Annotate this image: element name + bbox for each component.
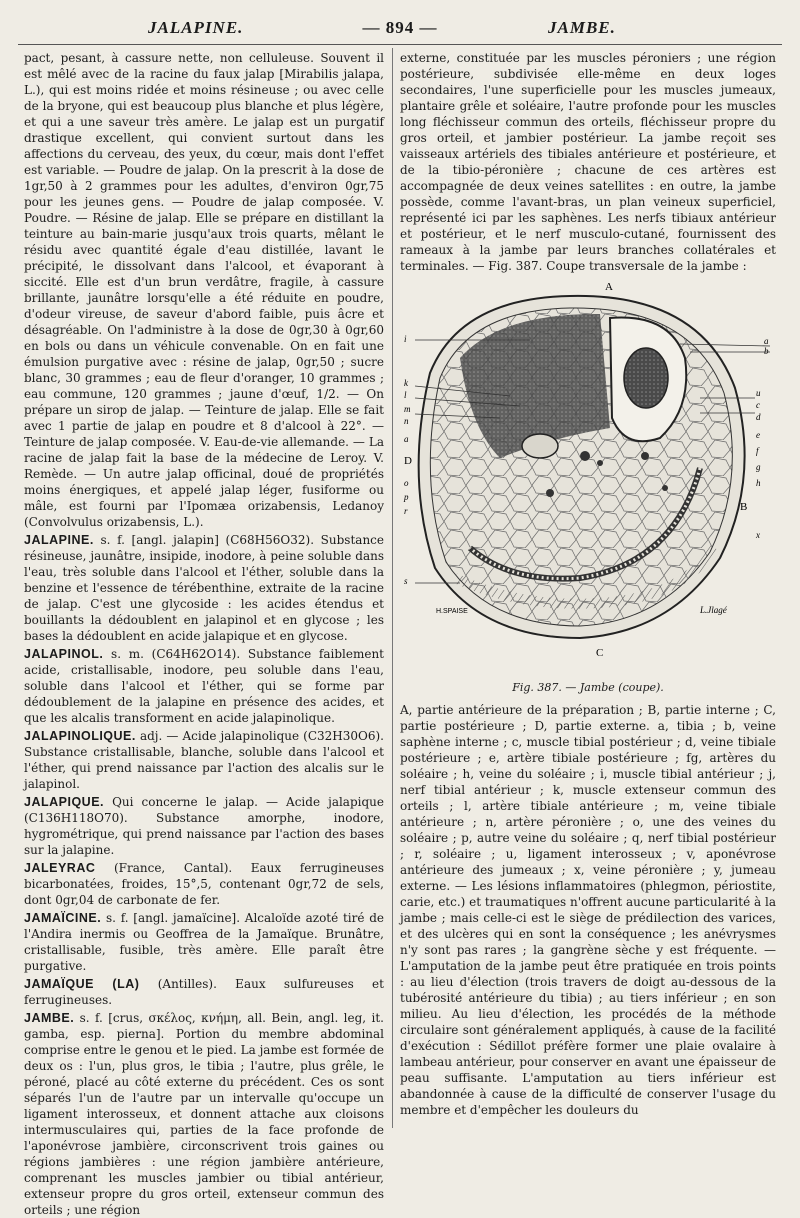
- svg-text:h: h: [756, 478, 761, 488]
- figure-label-b: B: [740, 501, 748, 513]
- entry-jamaique: JAMAÏQUE (LA) (Antilles). Eaux sulfureuses et ferrugineuses.: [24, 977, 384, 1007]
- entry-jalapinol: JALAPINOL. s. m. (C64H62O14). Substance faiblement acide, cristallisable, inodore, peu soluble dans l'eau, soluble dans l'alcool et l'éther, qui se forme par dédoublement de la jalapine en présence des acides, et que les alcalis transforment en acide jalapinolique.: [24, 647, 384, 725]
- running-header: [0, 18, 800, 44]
- svg-text:b: b: [764, 346, 769, 356]
- entry-jambe: JAMBE. s. f. [crus, σκέλος, κνήμη, all. Bein, angl. leg, it. gamba, esp. pierna]. Portion du membre abdominal comprise entre le genou et le pied. La jambe est formée de deux os : l'un, plus gros, le tibia ; l'autre, plus grêle, le péroné, placé au côté externe du précédent. Ces os sont séparés l'un de l'autre par un intervalle qu'occupe un ligament interosseux, et donnent attache aux cloisons intermusculaires qui, parties de la face profonde de l'aponévrose jambière, circonscrivent trois gaines ou régions jambières : une région jambière antérieure, comprenant les muscles jambier ou tibial antérieur, extenseur propre du gros orteil, extenseur commun des orteils ; une région: [24, 1011, 384, 1217]
- svg-text:d: d: [756, 412, 761, 422]
- page-number: — 894 —: [362, 18, 438, 37]
- fibula: [522, 434, 558, 458]
- svg-text:k: k: [404, 378, 408, 388]
- figure-label-c: C: [596, 647, 604, 659]
- svg-text:a: a: [404, 434, 409, 444]
- svg-text:f: f: [756, 446, 759, 456]
- headword: JALEYRAC: [24, 861, 96, 875]
- left-column: [24, 50, 384, 1217]
- entry-jalap-continued: pact, pesant, à cassure nette, non celluleuse. Souvent il est mêlé avec de la racine du faux jalap [Mirabilis jalapa, L.), qui est moins ridée et moins résineuse ; ou avec celle de la bryone, qui est beaucoup plus blanche et plus légère, et qui a une saveur très amère. Le jalap est un purgatif drastique excellent, qui convient surtout dans les affections du cerveau, des yeux, du cœur, mais dont l'effet est variable. — Poudre de jalap. On la prescrit à la dose de 1gr,50 à 2 grammes pour les adultes, d'environ 0gr,75 pour les jeunes gens. — Poudre de jalap composée. V. Poudre. — Résine de jalap. Elle se prépare en distillant la teinture au bain-marie jusqu'aux trois quarts, mêlant le résidu avec quantité égale d'eau distillée, lavant le précipité, le dissolvant dans l'alcool, et évaporant à siccité. Elle est d'un brun verdâtre, fragile, à cassure brillante, jaunâtre lorsqu'elle a été réduite en poudre, d'odeur vireuse, de saveur d'abord faible, puis âcre et désagréable. On l'administre à la dose de 0gr,30 à 0gr,60 en bols ou dans un véhicule convenable. On en fait une émulsion purgative avec : résine de jalap, 0gr,50 ; sucre blanc, 30 grammes ; eau de fleur d'oranger, 10 grammes ; eau commune, 120 grammes ; jaune d'œuf, 1/2. — On prépare un sirop de jalap. — Teinture de jalap. Elle se fait avec 1 partie de jalap en poudre et 8 d'alcool à 22°. — Teinture de jalap composée. V. Eau-de-vie allemande. — La racine de jalap fait la base de la médecine de Leroy. V. Remède. — Un autre jalap officinal, doué de propriétés moins énergiques, et appelé jalap léger, fusiforme ou mâle, est fourni par l'Ipomæa orizabensis, Ledanoy (Convolvulus orizabensis, L.).: [24, 51, 384, 529]
- right-column: [400, 50, 776, 1130]
- right-legend-letters: [755, 336, 769, 540]
- figure-label-d: D: [404, 455, 412, 467]
- headword: JAMAÏQUE (LA): [24, 977, 140, 991]
- svg-text:i: i: [404, 334, 407, 344]
- entry-jamaicine: JAMAÏCINE. s. f. [angl. jamaïcine]. Alcaloïde azoté tiré de l'Andira inermis ou Geoffrea de la Jamaïque. Brunâtre, cristallisable, fusible, très amère. Elle paraît être purgative.: [24, 911, 384, 973]
- headword: JALAPINE.: [24, 533, 94, 547]
- headword: JALAPIQUE.: [24, 795, 105, 809]
- svg-text:r: r: [404, 506, 408, 516]
- column-divider: [392, 48, 393, 1128]
- figure-caption: Fig. 387. — Jambe (coupe).: [512, 681, 664, 694]
- entry-jalapique: JALAPIQUE. Qui concerne le jalap. — Acide jalapique (C136H118O70). Substance amorphe, inodore, hygrométrique, qui prend naissance par l'action des bases sur la jalapine.: [24, 795, 384, 857]
- engraver-signature-right: L.Jlagé: [700, 605, 727, 615]
- tibia-marrow: [624, 348, 668, 408]
- svg-text:a: a: [764, 336, 769, 346]
- svg-text:g: g: [756, 462, 761, 472]
- engraving-illustration: [400, 278, 776, 678]
- svg-text:u: u: [756, 388, 761, 398]
- entry-jambe-continued: externe, constituée par les muscles péroniers ; une région postérieure, subdivisée elle-même en deux loges secondaires, l'une superficielle pour les muscles jumeaux, plantaire grêle et soléaire, l'autre profonde pour les muscles long fléchisseur commun des orteils, fléchisseur propre du gros orteil, et jambier postérieur. La jambe reçoit ses vaisseaux artériels des tibiales antérieure et postérieure, et de la tibio-péronière ; chacune de ces artères est accompagnée de deux veines satellites : en outre, la jambe possède, comme l'avant-bras, un plan veineux superficiel, représenté ici par les saphènes. Les nerfs tibiaux antérieur et postérieur, et le nerf musculo-cutané, fournissent des rameaux à la jambe par leurs branches collatérales et terminales. — Fig. 387. Coupe transversale de la jambe :: [400, 51, 776, 273]
- entry-jaleyrac: JALEYRAC (France, Cantal). Eaux ferrugineuses bicarbonatées, froides, 15°,5, contenant 0gr,72 de sels, dont 0gr,04 de carbonate de fer.: [24, 861, 384, 907]
- header-rule: [18, 44, 782, 45]
- entry-jalapinolique: JALAPINOLIQUE. adj. — Acide jalapinolique (C32H30O6). Substance cristallisable, blanche, soluble dans l'alcool et l'éther, qui prend naissance par l'action des alcalis sur le jalapinol.: [24, 729, 384, 791]
- figure-label-a: A: [605, 281, 613, 293]
- svg-text:n: n: [404, 416, 409, 426]
- engraver-signature-left: H.SPAISE: [436, 608, 468, 615]
- figure-legend-and-text: A, partie antérieure de la préparation ; B, partie interne ; C, partie postérieure ; D, partie externe. a, tibia ; b, veine saphène interne ; c, muscle tibial postérieur ; d, veine tibiale postérieure ; e, artère tibiale postérieure ; fg, artères du soléaire ; h, veine du soléaire ; i, muscle tibial antérieur ; j, nerf tibial antérieur ; k, muscle extenseur commun des orteils ; l, artère tibiale antérieure ; m, veine tibiale antérieure ; n, artère péronière ; o, une des veines du soléaire ; p, autre veine du soléaire ; q, nerf tibial postérieur ; r, soléaire ; u, ligament interosseux ; v, aponévrose antérieure des jumeaux ; x, veine péronière ; y, jumeau externe. — Les lésions inflammatoires (phlegmon, périostite, carie, etc.) et traumatiques n'offrent aucune particularité à la jambe ; mais celle-ci est le siège de prédilection des varices, et des ulcères qui en sont la conséquence ; les anévrysmes n'y sont pas rares ; la gangrène sèche y est fréquente. — L'amputation de la jambe peut être pratiquée en trois points : au lieu d'élection (trois travers de doigt au-dessous de la tubérosité antérieure du tibia) ; au tiers inférieur ; en son milieu. Au lieu d'élection, les procédés de la méthode circulaire sont généralement appliqués, à cause de la facilité d'exécution : Sédillot préfère former une plaie ovalaire à lambeau antérieur, pour conserver en avant une épaisseur de peau suffisante. L'amputation au tiers inférieur est abandonnée à cause de la difficulté de conserver l'usage du membre et d'empêcher les douleurs du: [400, 703, 776, 1117]
- figure-leg-cross-section: [400, 278, 776, 678]
- svg-text:x: x: [756, 530, 760, 540]
- entry-jalapine: JALAPINE. s. f. [angl. jalapin] (C68H56O32). Substance résineuse, jaunâtre, insipide, inodore, à peine soluble dans l'eau, très soluble dans l'alcool et l'éther, soluble dans la benzine et l'essence de térébenthine, extraite de la racine de jalap. C'est une glycoside : les acides étendus et bouillants la dédoublent en jalapinol et en glycose ; les bases la dédoublent en acide jalapique et en glycose.: [24, 533, 384, 643]
- headword: JAMAÏCINE.: [24, 911, 102, 925]
- svg-text:c: c: [756, 400, 760, 410]
- vessel: [580, 451, 590, 461]
- svg-text:p: p: [404, 492, 409, 502]
- header-right-term: JAMBE.: [548, 18, 616, 37]
- headword: JAMBE.: [24, 1011, 75, 1025]
- header-left-term: JALAPINE.: [148, 18, 244, 37]
- svg-text:s: s: [404, 576, 408, 586]
- headword: JALAPINOL.: [24, 647, 104, 661]
- svg-text:m: m: [404, 404, 411, 414]
- svg-text:l: l: [404, 390, 407, 400]
- headword: JALAPINOLIQUE.: [24, 729, 136, 743]
- svg-text:e: e: [756, 430, 760, 440]
- svg-text:o: o: [404, 478, 409, 488]
